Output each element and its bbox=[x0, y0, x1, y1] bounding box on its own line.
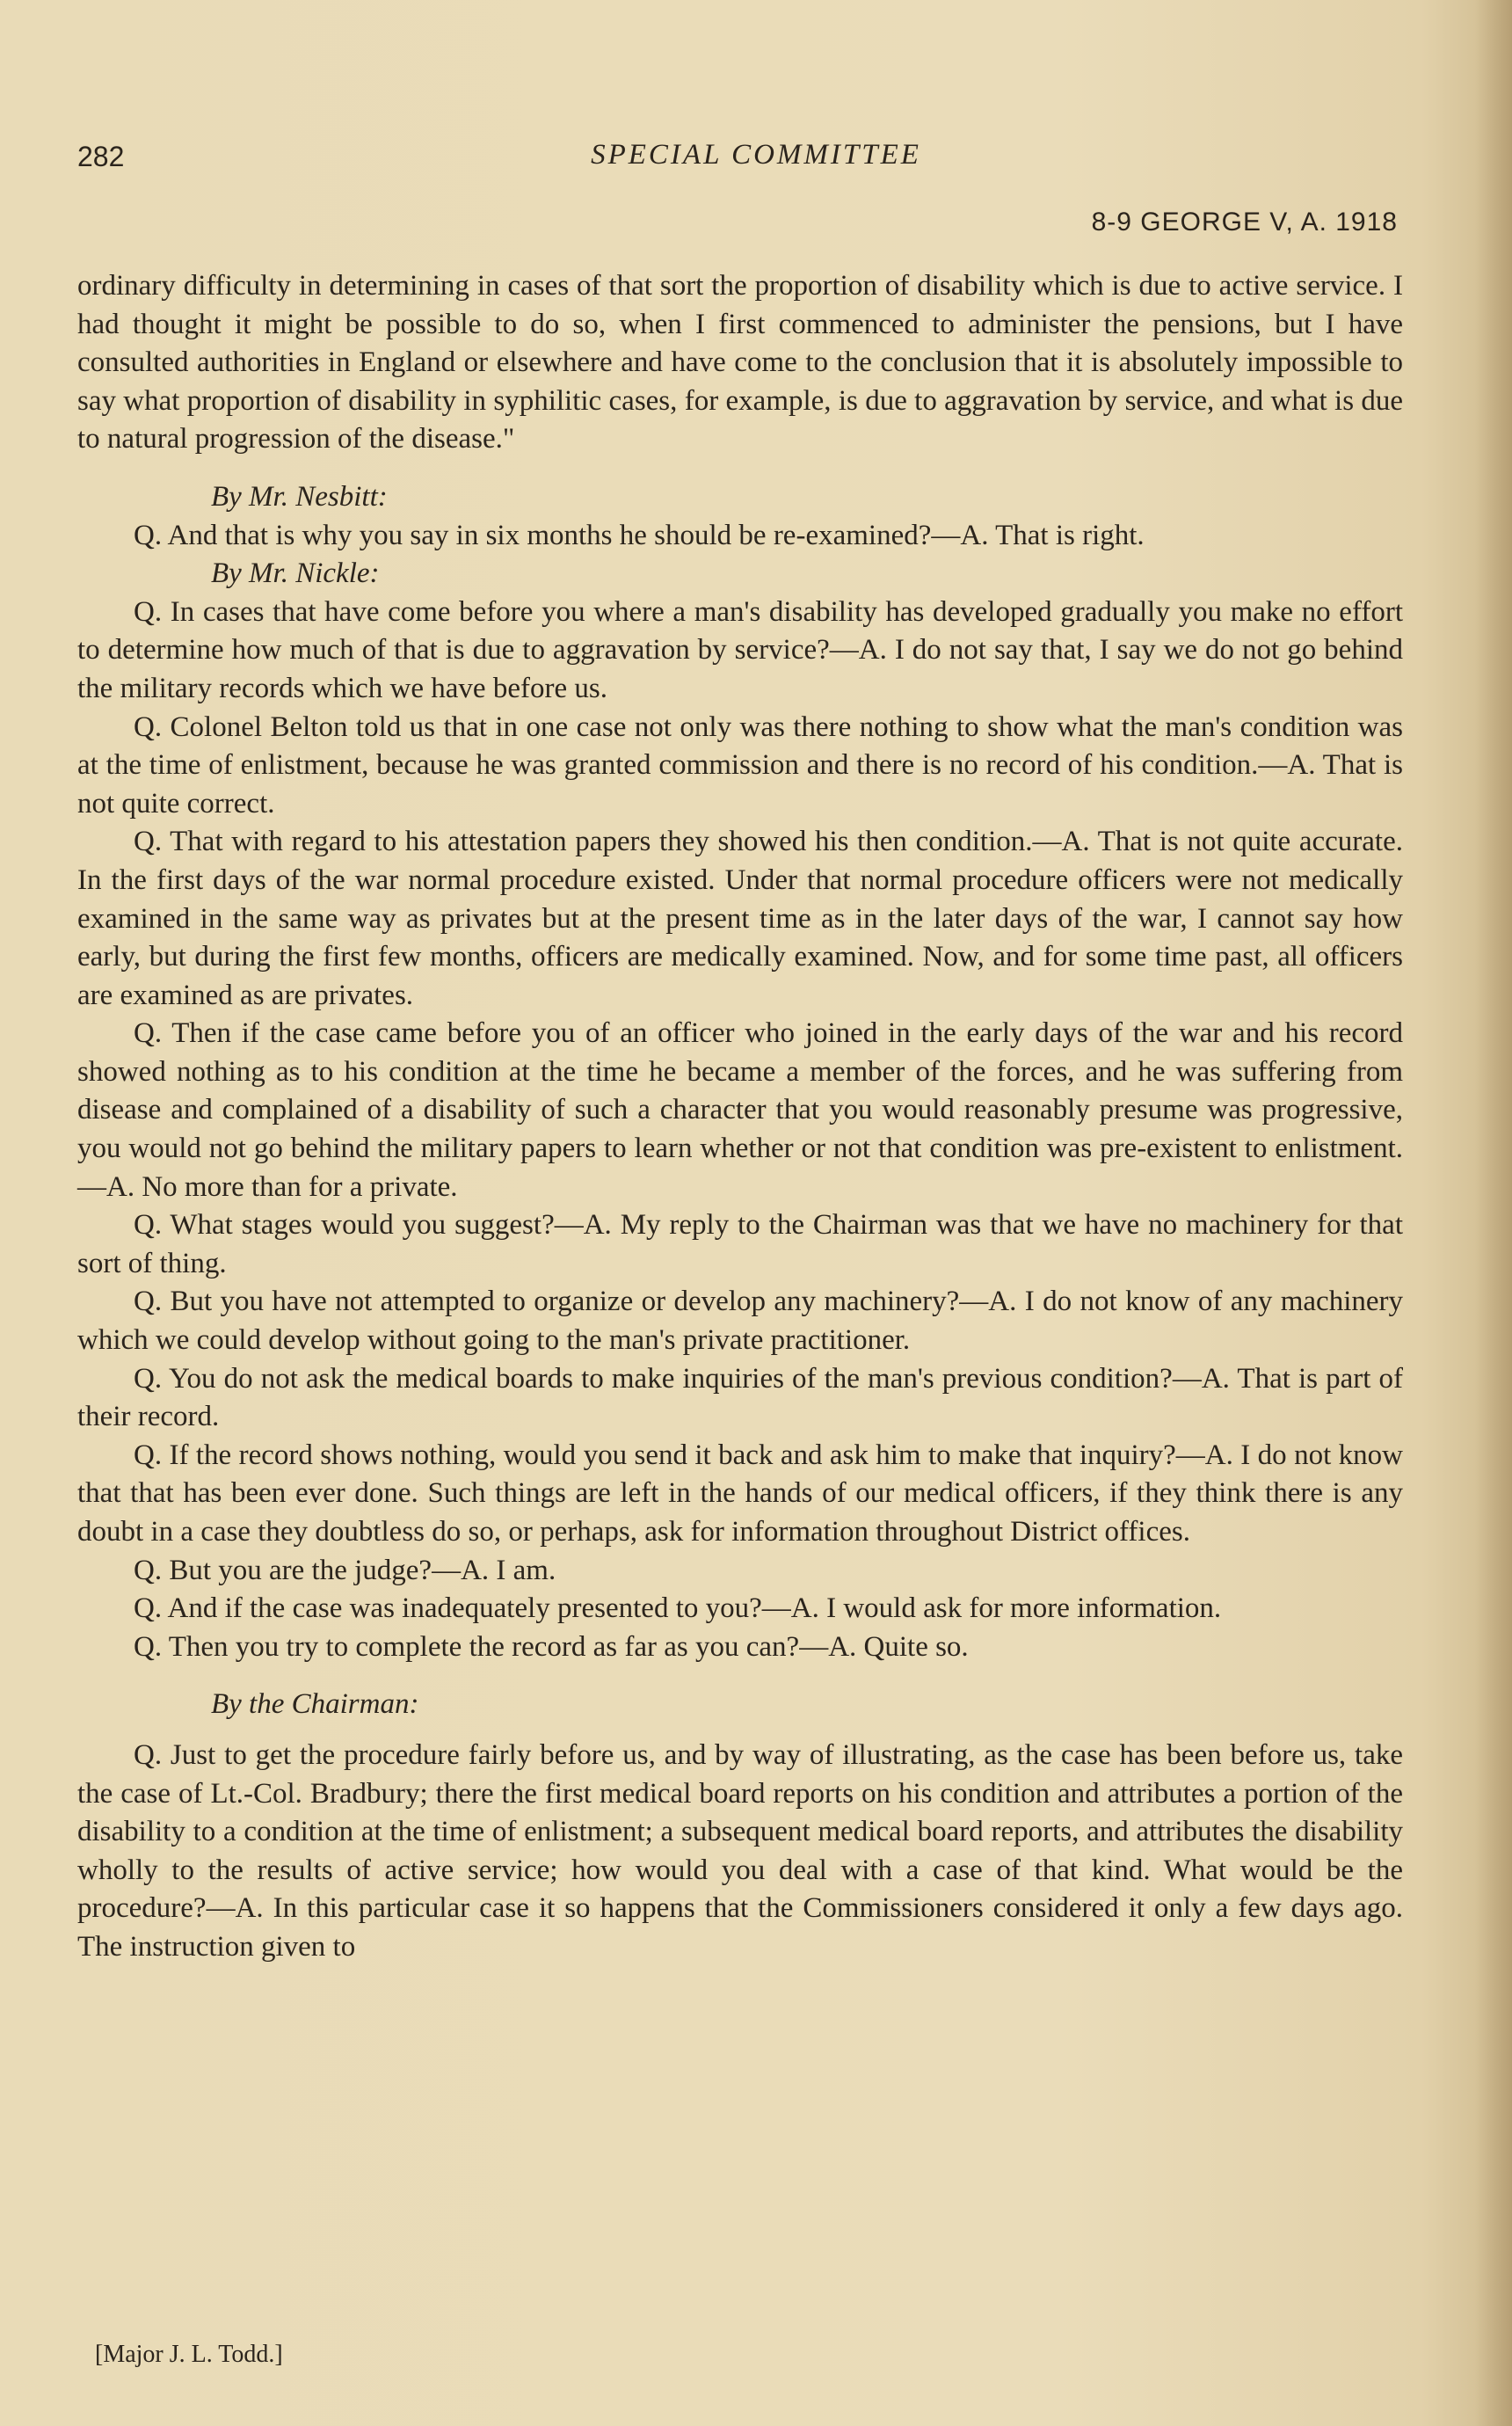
session-label: 8-9 GEORGE V, A. 1918 bbox=[1091, 208, 1398, 237]
paragraph: Q. But you have not attempted to organize or develop any machinery?—A. I do not know of any machinery which we could develop without going to the man's private practitioner. bbox=[77, 1286, 1403, 1357]
paragraph: ordinary difficulty in determining in cases of that sort the proportion of disability which is due to active service. I had thought it might be possible to do so, when I first commenced to administer the pensions, but I have consulted authorities in England or elsewhere and have come to the conclusion that it is absolutely impossible to say what proportion of disability in syphilitic cases, for example, is due to aggravation by service, and what is due to natural progression of the disease." bbox=[77, 270, 1403, 455]
paragraph: Q. That with regard to his attestation papers they showed his then condition.—A. That is not quite accurate. In the first days of the war normal procedure existed. Under that normal procedure officers were not medically examined in the same way as privates but at the present time as in the later days of the war, I cannot say how early, but during the first few months, officers are medically examined. Now, and for some time past, all officers are examined as are privates. bbox=[77, 826, 1403, 1011]
page-header bbox=[0, 132, 1512, 185]
paragraph: Q. In cases that have come before you where a man's disability has developed gradually you make no effort to determine how much of that is due to aggravation by service?—A. I do not say that, I say we do not go behind the military records which we have before us. bbox=[77, 595, 1403, 704]
page-edge-shadow bbox=[1475, 0, 1512, 2426]
witness-signature: [Major J. L. Todd.] bbox=[95, 2341, 283, 2368]
body-text bbox=[77, 267, 1403, 1967]
paragraph: Q. You do not ask the medical boards to make inquiries of the man's previous condition?—A. That is part of their record. bbox=[77, 1362, 1403, 1433]
paragraph: Q. And that is why you say in six months he should be re-examined?—A. That is right. bbox=[134, 519, 1145, 551]
paragraph: Q. What stages would you suggest?—A. My reply to the Chairman was that we have no machinery for that sort of thing. bbox=[77, 1209, 1403, 1279]
paragraph: Q. Then if the case came before you of an officer who joined in the early days of the war and his record showed nothing as to his condition at the time he became a member of the forces, and he was suffering from disease and complained of a disability of such a character that you would reasonably presume was progressive, you would not go behind the military papers to learn whether or not that condition was pre-existent to enlistment.—A. No more than for a private. bbox=[77, 1017, 1403, 1203]
paragraph: Q. Colonel Belton told us that in one case not only was there nothing to show what the man's condition was at the time of enlistment, because he was granted commission and there is no record of his condition.—A. That is not quite correct. bbox=[77, 710, 1403, 820]
paragraph: Q. But you are the judge?—A. I am. bbox=[134, 1554, 556, 1586]
paragraph: Q. Just to get the procedure fairly before us, and by way of illustrating, as the case has been before us, take the case of Lt.-Col. Bradbury; there the first medical board reports on his condition and attributes a portion of the disability to a condition at the time of enlistment; a subsequent medical board reports, and attributes the disability wholly to the results of active service; how would you deal with a case of that kind. What would be the procedure?—A. In this particular case it so happens that the Commissioners considered it only a few days ago. The instruction given to bbox=[77, 1738, 1403, 1963]
speaker-heading: By Mr. Nickle: bbox=[211, 557, 380, 590]
page-number: 282 bbox=[77, 141, 125, 172]
speaker-heading: By Mr. Nesbitt: bbox=[211, 480, 388, 513]
paragraph: Q. If the record shows nothing, would you send it back and ask him to make that inquiry?—A. I do not know that that has been ever done. Such things are left in the hands of our medical officers, if they think there is any doubt in a case they doubtless do so, or perhaps, ask for information throughout District offices. bbox=[77, 1439, 1403, 1548]
paragraph: Q. And if the case was inadequately presented to you?—A. I would ask for more information. bbox=[134, 1592, 1222, 1625]
paragraph: Q. Then you try to complete the record as far as you can?—A. Quite so. bbox=[134, 1630, 969, 1663]
running-title: SPECIAL COMMITTEE bbox=[591, 139, 921, 171]
speaker-heading: By the Chairman: bbox=[211, 1688, 419, 1721]
